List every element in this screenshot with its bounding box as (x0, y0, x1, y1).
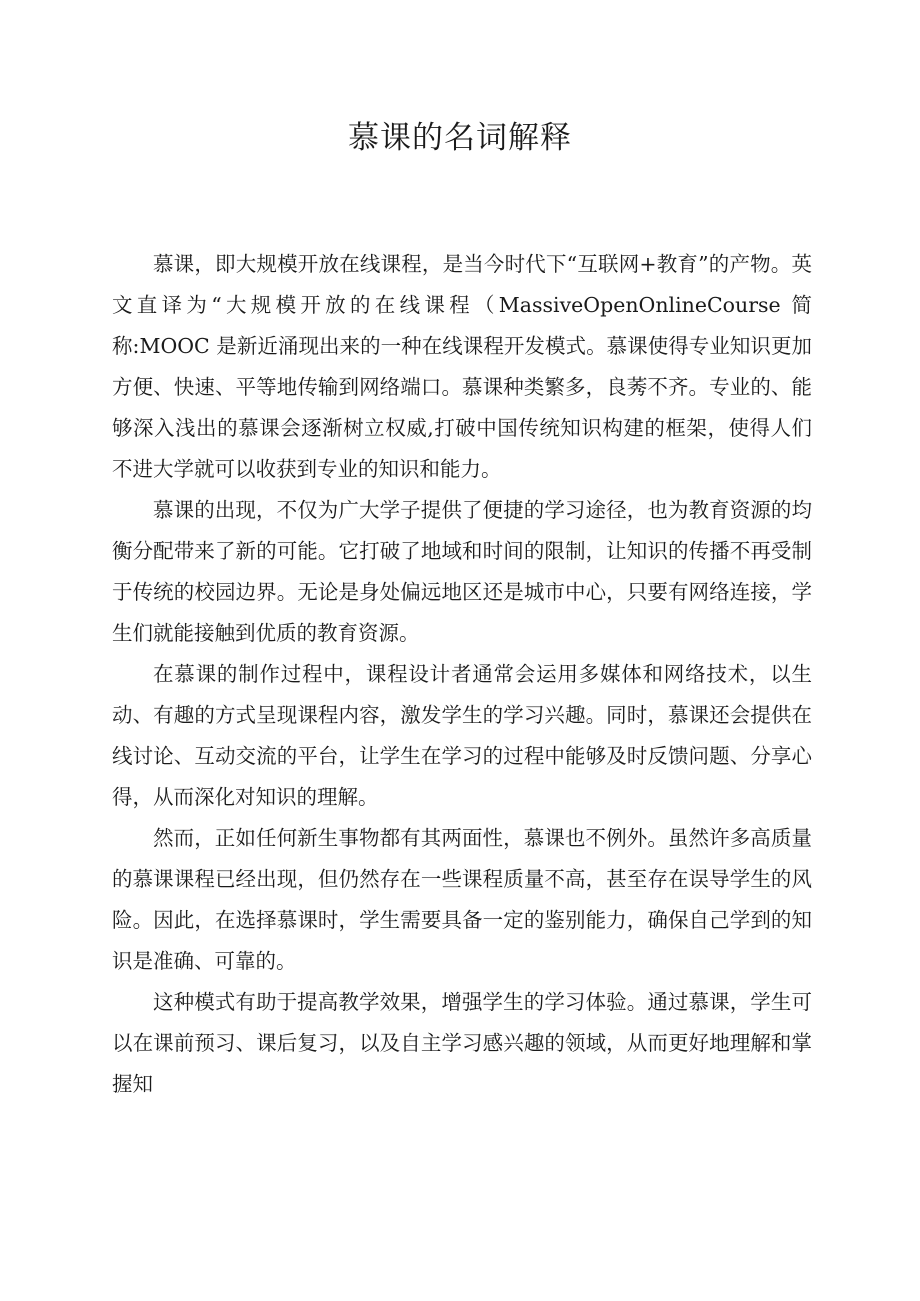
paragraph-1: 慕课，即大规模开放在线课程，是当今时代下“互联网+教育”的产物。英文直译为“大规模开放的在线课程（MassiveOpenOnlineCourse 简称:MOOC 是新近涌现出来的一种在线课程开发模式。慕课使得专业知识更加方便、快速、平等地传输到网络端口。慕课种类繁多，良莠不齐。专业的、能够深入浅出的慕课会逐渐树立权威,打破中国传统知识构建的框架，使得人们不进大学就可以收获到专业的知识和能力。 (112, 252, 812, 481)
document-title: 慕课的名词解释 (348, 120, 572, 156)
paragraph-2: 慕课的出现，不仅为广大学子提供了便捷的学习途径，也为教育资源的均衡分配带来了新的可能。它打破了地域和时间的限制，让知识的传播不再受制于传统的校园边界。无论是身处偏远地区还是城市中心，只要有网络连接，学生们就能接触到优质的教育资源。 (112, 498, 812, 645)
document-body (112, 244, 812, 1105)
paragraph-3: 在慕课的制作过程中，课程设计者通常会运用多媒体和网络技术，以生动、有趣的方式呈现课程内容，激发学生的学习兴趣。同时，慕课还会提供在线讨论、互动交流的平台，让学生在学习的过程中能够及时反馈问题、分享心得，从而深化对知识的理解。 (112, 662, 812, 809)
paragraph-5: 这种模式有助于提高教学效果，增强学生的学习体验。通过慕课，学生可以在课前预习、课后复习，以及自主学习感兴趣的领域，从而更好地理解和掌握知 (112, 990, 812, 1096)
paragraph-4: 然而，正如任何新生事物都有其两面性，慕课也不例外。虽然许多高质量的慕课课程已经出现，但仍然存在一些课程质量不高，甚至存在误导学生的风险。因此，在选择慕课时，学生需要具备一定的鉴别能力，确保自己学到的知识是准确、可靠的。 (112, 826, 812, 973)
